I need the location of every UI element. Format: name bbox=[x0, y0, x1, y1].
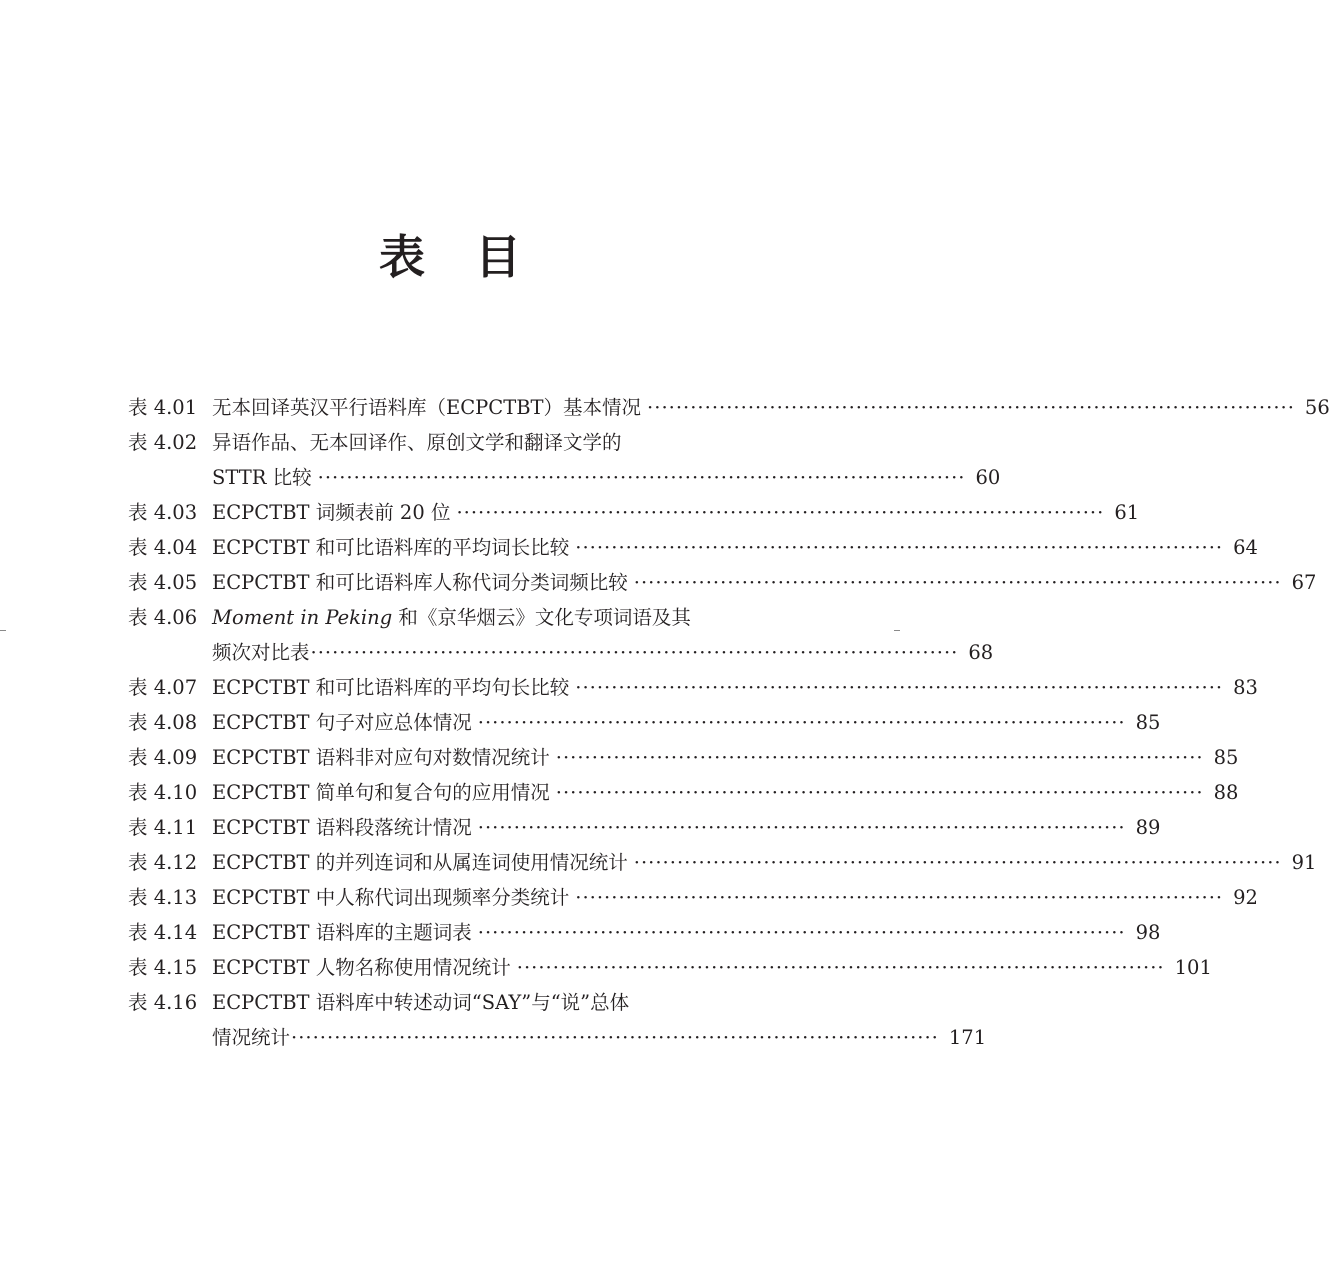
entry-title: ECPCTBT 和可比语料库的平均词长比较 bbox=[212, 536, 570, 559]
entry-page: 98 bbox=[1135, 921, 1161, 944]
entry-number: 表 4.13 bbox=[128, 886, 198, 909]
dot-leader: ·························································································· bbox=[291, 1026, 939, 1049]
list-item[interactable] bbox=[128, 705, 1161, 740]
entry-number: 表 4.07 bbox=[128, 676, 198, 699]
entry-number: 表 4.03 bbox=[128, 501, 198, 524]
entry-title: ECPCTBT 中人称代词出现频率分类统计 bbox=[212, 886, 570, 909]
list-item[interactable] bbox=[128, 740, 1239, 775]
list-item[interactable] bbox=[128, 565, 1317, 600]
list-item-continuation[interactable] bbox=[128, 460, 1001, 495]
list-item-continuation[interactable] bbox=[128, 1020, 987, 1055]
entry-page: 85 bbox=[1135, 711, 1161, 734]
dot-leader: ·························································································· bbox=[456, 501, 1105, 524]
entry-page: 56 bbox=[1304, 396, 1330, 419]
dot-leader: ·························································································· bbox=[310, 641, 959, 664]
entry-title: ECPCTBT 的并列连词和从属连词使用情况统计 bbox=[212, 851, 628, 874]
list-item[interactable] bbox=[128, 670, 1258, 705]
list-item[interactable] bbox=[128, 880, 1258, 915]
entry-title-rest: 和《京华烟云》文化专项词语及其 bbox=[392, 606, 691, 629]
entry-number: 表 4.09 bbox=[128, 746, 198, 769]
list-item[interactable] bbox=[128, 425, 768, 460]
dot-leader: ·························································································· bbox=[633, 571, 1282, 594]
entry-title: ECPCTBT 和可比语料库的平均句长比较 bbox=[212, 676, 570, 699]
entry-page: 92 bbox=[1233, 886, 1258, 909]
left-margin-mark bbox=[0, 630, 6, 631]
entry-title: 异语作品、无本回译作、原创文学和翻译文学的 bbox=[212, 431, 622, 454]
list-item[interactable] bbox=[128, 390, 1330, 425]
entry-number: 表 4.08 bbox=[128, 711, 198, 734]
entry-number: 表 4.16 bbox=[128, 991, 198, 1014]
entry-title: ECPCTBT 和可比语料库人称代词分类词频比较 bbox=[212, 571, 628, 594]
dot-leader: ·························································································· bbox=[516, 956, 1165, 979]
entry-title: 无本回译英汉平行语料库（ECPCTBT）基本情况 bbox=[212, 396, 642, 419]
entry-title: ECPCTBT 语料非对应句对数情况统计 bbox=[212, 746, 550, 769]
list-item[interactable] bbox=[128, 915, 1161, 950]
entry-number: 表 4.06 bbox=[128, 606, 198, 629]
dot-leader: ·························································································· bbox=[575, 536, 1224, 559]
entry-title-continued: 情况统计 bbox=[212, 1026, 291, 1049]
dot-leader: ·························································································· bbox=[317, 466, 966, 489]
dot-leader: ·························································································· bbox=[647, 396, 1295, 419]
dot-leader: ·························································································· bbox=[633, 851, 1282, 874]
dot-leader: ·························································································· bbox=[477, 711, 1126, 734]
list-item[interactable] bbox=[128, 985, 768, 1020]
list-item[interactable] bbox=[128, 845, 1317, 880]
entry-page: 68 bbox=[968, 641, 994, 664]
entry-number: 表 4.12 bbox=[128, 851, 198, 874]
entry-page: 85 bbox=[1213, 746, 1239, 769]
entry-title: ECPCTBT 语料库的主题词表 bbox=[212, 921, 472, 944]
list-item[interactable] bbox=[128, 600, 768, 635]
entry-title-continued: 频次对比表 bbox=[212, 641, 310, 664]
entry-number: 表 4.04 bbox=[128, 536, 198, 559]
entry-page: 67 bbox=[1291, 571, 1317, 594]
entry-page: 64 bbox=[1233, 536, 1258, 559]
dot-leader: ·························································································· bbox=[575, 676, 1224, 699]
entry-page: 101 bbox=[1174, 956, 1212, 979]
dot-leader: ·························································································· bbox=[575, 886, 1224, 909]
entry-title-continued: STTR 比较 bbox=[212, 466, 312, 489]
entry-page: 60 bbox=[975, 466, 1001, 489]
entry-number: 表 4.10 bbox=[128, 781, 198, 804]
list-item[interactable] bbox=[128, 495, 1140, 530]
dot-leader: ·························································································· bbox=[555, 746, 1204, 769]
entry-title: ECPCTBT 句子对应总体情况 bbox=[212, 711, 472, 734]
dot-leader: ·························································································· bbox=[555, 781, 1204, 804]
entry-title bbox=[212, 600, 691, 635]
list-item[interactable] bbox=[128, 950, 1212, 985]
entry-page: 88 bbox=[1213, 781, 1239, 804]
right-margin-mark bbox=[894, 630, 900, 631]
list-item-continuation[interactable] bbox=[128, 635, 994, 670]
entry-number: 表 4.11 bbox=[128, 816, 198, 839]
entry-page: 91 bbox=[1291, 851, 1317, 874]
entry-title: ECPCTBT 语料段落统计情况 bbox=[212, 816, 472, 839]
entry-page: 61 bbox=[1114, 501, 1140, 524]
entry-number: 表 4.05 bbox=[128, 571, 198, 594]
entry-number: 表 4.15 bbox=[128, 956, 198, 979]
entry-page: 171 bbox=[948, 1026, 987, 1049]
entry-number: 表 4.14 bbox=[128, 921, 198, 944]
list-item[interactable] bbox=[128, 810, 1161, 845]
entry-title: ECPCTBT 人物名称使用情况统计 bbox=[212, 956, 511, 979]
entry-title-italic: Moment in Peking bbox=[212, 606, 393, 629]
list-item[interactable] bbox=[128, 775, 1239, 810]
page-title: 表目 bbox=[379, 230, 571, 284]
dot-leader: ·························································································· bbox=[477, 921, 1126, 944]
entry-page: 89 bbox=[1135, 816, 1161, 839]
entry-page: 83 bbox=[1233, 676, 1258, 699]
table-list bbox=[128, 390, 1330, 1055]
entry-title: ECPCTBT 简单句和复合句的应用情况 bbox=[212, 781, 550, 804]
entry-number: 表 4.02 bbox=[128, 431, 198, 454]
dot-leader: ·························································································· bbox=[477, 816, 1126, 839]
entry-title: ECPCTBT 词频表前 20 位 bbox=[212, 501, 451, 524]
entry-number: 表 4.01 bbox=[128, 396, 198, 419]
entry-title: ECPCTBT 语料库中转述动词“SAY”与“说”总体 bbox=[212, 991, 630, 1014]
list-item[interactable] bbox=[128, 530, 1258, 565]
